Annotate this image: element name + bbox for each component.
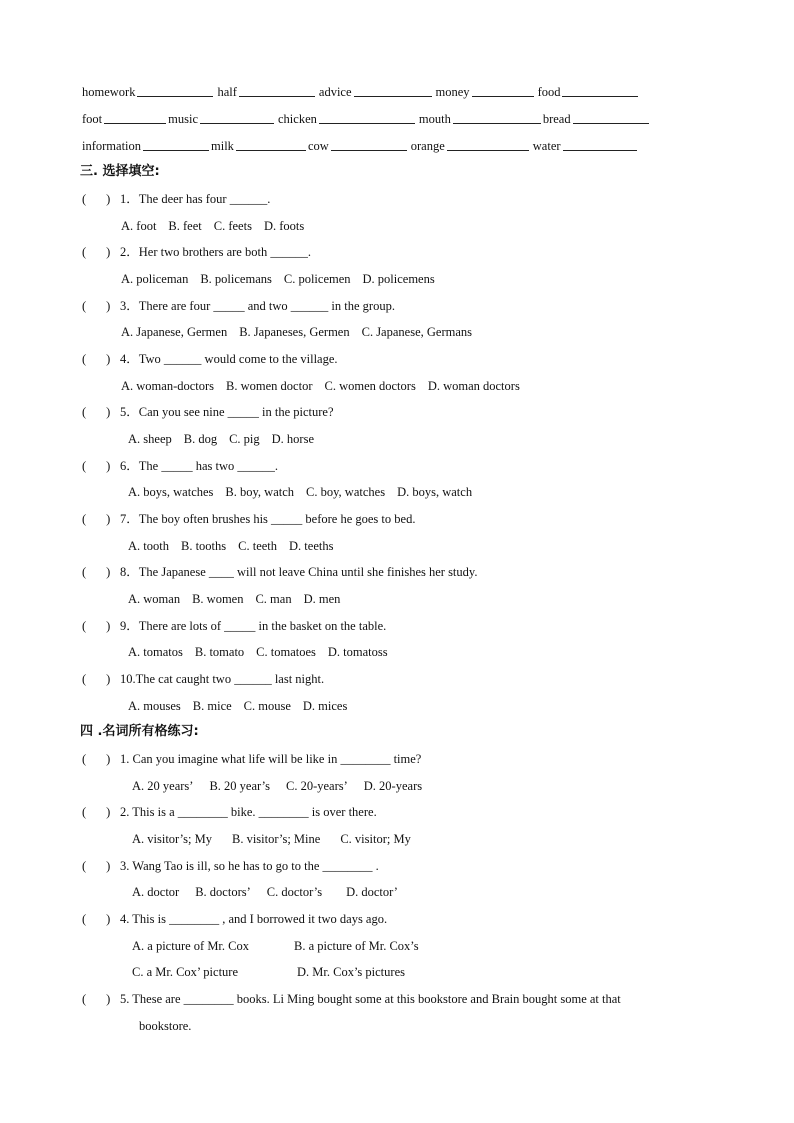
option-b: B. doctors’ xyxy=(195,885,251,899)
question-number: 9． xyxy=(120,619,139,633)
options-3-10 xyxy=(128,698,359,714)
answer-blank[interactable] xyxy=(236,138,306,151)
options-3-3 xyxy=(121,324,484,340)
question-stem: The Japanese ____ will not leave China until she finishes her study. xyxy=(138,565,478,579)
word-foot: foot xyxy=(82,112,103,126)
answer-bracket[interactable]: ( ) xyxy=(82,352,111,366)
question-4-5-continuation: bookstore. xyxy=(139,1019,192,1033)
question-number: 4． xyxy=(120,352,139,366)
options-3-4 xyxy=(121,378,532,394)
option-a: A. a picture of Mr. Cox xyxy=(132,939,249,953)
option-c: C. Japanese, Germans xyxy=(361,325,472,339)
option-c: C. policemen xyxy=(283,272,351,286)
option-b: B. women xyxy=(192,592,244,606)
answer-bracket[interactable]: ( ) xyxy=(82,565,111,579)
option-d: D. policemens xyxy=(362,272,435,286)
answer-bracket[interactable]: ( ) xyxy=(82,512,111,526)
word-row-2 xyxy=(82,111,651,127)
question-number: 3. xyxy=(120,859,130,873)
option-b: B. tooths xyxy=(180,539,227,553)
option-c: C. women doctors xyxy=(324,379,416,393)
word-chicken: chicken xyxy=(278,112,317,126)
question-number: 1. xyxy=(120,752,130,766)
word-row-3 xyxy=(82,138,639,154)
question-stem: This is ________ , and I borrowed it two days ago. xyxy=(132,912,388,926)
option-d: D. tomatoss xyxy=(327,645,388,659)
option-c: C. a Mr. Cox’ picture xyxy=(132,965,238,979)
options-3-8 xyxy=(128,591,352,607)
option-d: D. doctor’ xyxy=(346,885,398,899)
option-b: B. policemans xyxy=(200,272,272,286)
option-d: D. Mr. Cox’s pictures xyxy=(297,965,405,979)
answer-bracket[interactable]: ( ) xyxy=(82,752,111,766)
word-money: money xyxy=(435,85,470,99)
answer-blank[interactable] xyxy=(137,84,213,97)
option-d: D. woman doctors xyxy=(427,379,520,393)
option-d: D. teeths xyxy=(289,539,334,553)
section-3-title: 三. 选择填空: xyxy=(80,164,160,179)
question-stem: Two ______ would come to the village. xyxy=(138,352,338,366)
question-3-3 xyxy=(82,298,395,314)
question-number: 1． xyxy=(120,192,139,206)
answer-blank[interactable] xyxy=(472,84,534,97)
option-c: C. doctor’s xyxy=(266,885,323,899)
options-4-2 xyxy=(132,831,423,847)
option-d: D. horse xyxy=(271,432,315,446)
answer-bracket[interactable]: ( ) xyxy=(82,805,111,819)
answer-blank[interactable] xyxy=(331,138,407,151)
option-d: D. men xyxy=(303,592,341,606)
answer-blank[interactable] xyxy=(239,84,315,97)
question-stem: The deer has four ______. xyxy=(138,192,271,206)
option-b: B. visitor’s; Mine xyxy=(232,832,321,846)
option-a: A. sheep xyxy=(128,432,172,446)
options-3-1 xyxy=(121,218,316,234)
question-3-4 xyxy=(82,351,338,367)
option-a: A. woman-doctors xyxy=(121,379,215,393)
question-4-5 xyxy=(82,991,621,1007)
question-stem: The _____ has two ______. xyxy=(138,459,278,473)
question-stem: There are four _____ and two ______ in the group. xyxy=(138,299,395,313)
option-a: A. mouses xyxy=(128,699,181,713)
question-3-10 xyxy=(82,671,324,687)
question-3-2 xyxy=(82,244,311,260)
answer-blank[interactable] xyxy=(562,84,638,97)
word-orange: orange xyxy=(410,139,445,153)
word-row-1 xyxy=(82,84,640,100)
option-d: D. foots xyxy=(263,219,305,233)
question-number: 5． xyxy=(120,405,139,419)
word-milk: milk xyxy=(211,139,234,153)
option-a: A. boys, watches xyxy=(128,485,214,499)
option-b: B. dog xyxy=(183,432,218,446)
word-bread: bread xyxy=(542,112,571,126)
options-3-6 xyxy=(128,484,484,500)
option-c: C. mouse xyxy=(243,699,291,713)
answer-bracket[interactable]: ( ) xyxy=(82,299,111,313)
question-stem: The boy often brushes his _____ before he goes to bed. xyxy=(138,512,416,526)
question-stem: Can you see nine _____ in the picture? xyxy=(138,405,334,419)
answer-bracket[interactable]: ( ) xyxy=(82,405,111,419)
word-half: half xyxy=(217,85,237,99)
question-number: 6． xyxy=(120,459,139,473)
question-stem: These are ________ books. Li Ming bought some at this bookstore and Brain bought some at that xyxy=(132,992,621,1006)
option-a: A. woman xyxy=(128,592,181,606)
answer-bracket[interactable]: ( ) xyxy=(82,992,111,1006)
word-music: music xyxy=(168,112,198,126)
answer-blank[interactable] xyxy=(573,111,649,124)
question-number: 2. xyxy=(120,805,130,819)
option-b: B. feet xyxy=(168,219,202,233)
options-4-4-row2 xyxy=(132,964,417,980)
answer-bracket[interactable]: ( ) xyxy=(82,245,111,259)
word-information: information xyxy=(82,139,142,153)
word-food: food xyxy=(537,85,561,99)
option-b: B. Japaneses, Germen xyxy=(239,325,350,339)
option-c: C. teeth xyxy=(238,539,278,553)
question-stem: There are lots of _____ in the basket on the table. xyxy=(138,619,387,633)
question-number: 5. xyxy=(120,992,130,1006)
question-3-8 xyxy=(82,564,477,580)
question-3-1 xyxy=(82,191,270,207)
option-c: C. tomatoes xyxy=(256,645,316,659)
answer-blank[interactable] xyxy=(200,111,274,124)
options-3-2 xyxy=(121,271,447,287)
question-stem: This is a ________ bike. ________ is over there. xyxy=(132,805,377,819)
option-d: D. 20-years xyxy=(363,779,423,793)
option-b: B. a picture of Mr. Cox’s xyxy=(294,939,419,953)
question-number: 2． xyxy=(120,245,139,259)
question-stem: Can you imagine what life will be like in ________ time? xyxy=(132,752,422,766)
question-stem: Her two brothers are both ______. xyxy=(138,245,311,259)
answer-bracket[interactable]: ( ) xyxy=(82,912,111,926)
option-c: C. boy, watches xyxy=(306,485,386,499)
option-d: D. mices xyxy=(302,699,348,713)
word-homework: homework xyxy=(82,85,136,99)
option-c: C. feets xyxy=(213,219,252,233)
question-4-4 xyxy=(82,911,387,927)
answer-blank[interactable] xyxy=(563,138,637,151)
options-3-7 xyxy=(128,538,345,554)
option-d: D. boys, watch xyxy=(397,485,473,499)
option-a: A. doctor xyxy=(132,885,180,899)
question-3-9 xyxy=(82,618,386,634)
answer-bracket[interactable]: ( ) xyxy=(82,619,111,633)
option-b: B. mice xyxy=(192,699,232,713)
option-a: A. visitor’s; My xyxy=(132,832,212,846)
answer-bracket[interactable]: ( ) xyxy=(82,459,111,473)
option-a: A. 20 years’ xyxy=(132,779,194,793)
answer-blank[interactable] xyxy=(319,111,415,124)
section-4-title: 四 .名词所有格练习: xyxy=(80,724,199,739)
answer-bracket[interactable]: ( ) xyxy=(82,192,111,206)
option-b: B. women doctor xyxy=(226,379,313,393)
answer-blank[interactable] xyxy=(354,84,432,97)
answer-bracket[interactable]: ( ) xyxy=(82,672,111,686)
question-number: 10. xyxy=(120,672,136,686)
word-cow: cow xyxy=(307,139,329,153)
question-number: 4. xyxy=(120,912,130,926)
question-stem: The cat caught two ______ last night. xyxy=(135,672,325,686)
question-number: 3． xyxy=(120,299,139,313)
question-4-2 xyxy=(82,804,377,820)
option-c: C. 20-years’ xyxy=(285,779,348,793)
options-4-3 xyxy=(132,884,410,900)
option-c: C. man xyxy=(255,592,292,606)
word-water: water xyxy=(532,139,561,153)
answer-blank[interactable] xyxy=(453,111,541,124)
word-advice: advice xyxy=(318,85,352,99)
options-4-1 xyxy=(132,778,434,794)
option-c: C. visitor; My xyxy=(340,832,411,846)
options-3-5 xyxy=(128,431,326,447)
option-a: A. foot xyxy=(121,219,157,233)
answer-blank[interactable] xyxy=(447,138,529,151)
question-number: 8． xyxy=(120,565,139,579)
option-a: A. Japanese, Germen xyxy=(121,325,228,339)
question-4-1 xyxy=(82,751,421,767)
question-number: 7． xyxy=(120,512,139,526)
option-b: B. tomato xyxy=(194,645,245,659)
options-4-4-row1 xyxy=(132,938,431,954)
answer-bracket[interactable]: ( ) xyxy=(82,859,111,873)
question-3-6 xyxy=(82,458,278,474)
options-3-9 xyxy=(128,644,400,660)
question-4-3 xyxy=(82,858,379,874)
question-stem: Wang Tao is ill, so he has to go to the ________ . xyxy=(132,859,379,873)
option-b: B. boy, watch xyxy=(225,485,295,499)
option-a: A. tooth xyxy=(128,539,169,553)
option-b: B. 20 year’s xyxy=(209,779,270,793)
question-3-7 xyxy=(82,511,415,527)
answer-blank[interactable] xyxy=(104,111,166,124)
option-a: A. tomatos xyxy=(128,645,183,659)
answer-blank[interactable] xyxy=(143,138,209,151)
option-c: C. pig xyxy=(229,432,260,446)
question-3-5 xyxy=(82,404,334,420)
option-a: A. policeman xyxy=(121,272,189,286)
word-mouth: mouth xyxy=(418,112,451,126)
